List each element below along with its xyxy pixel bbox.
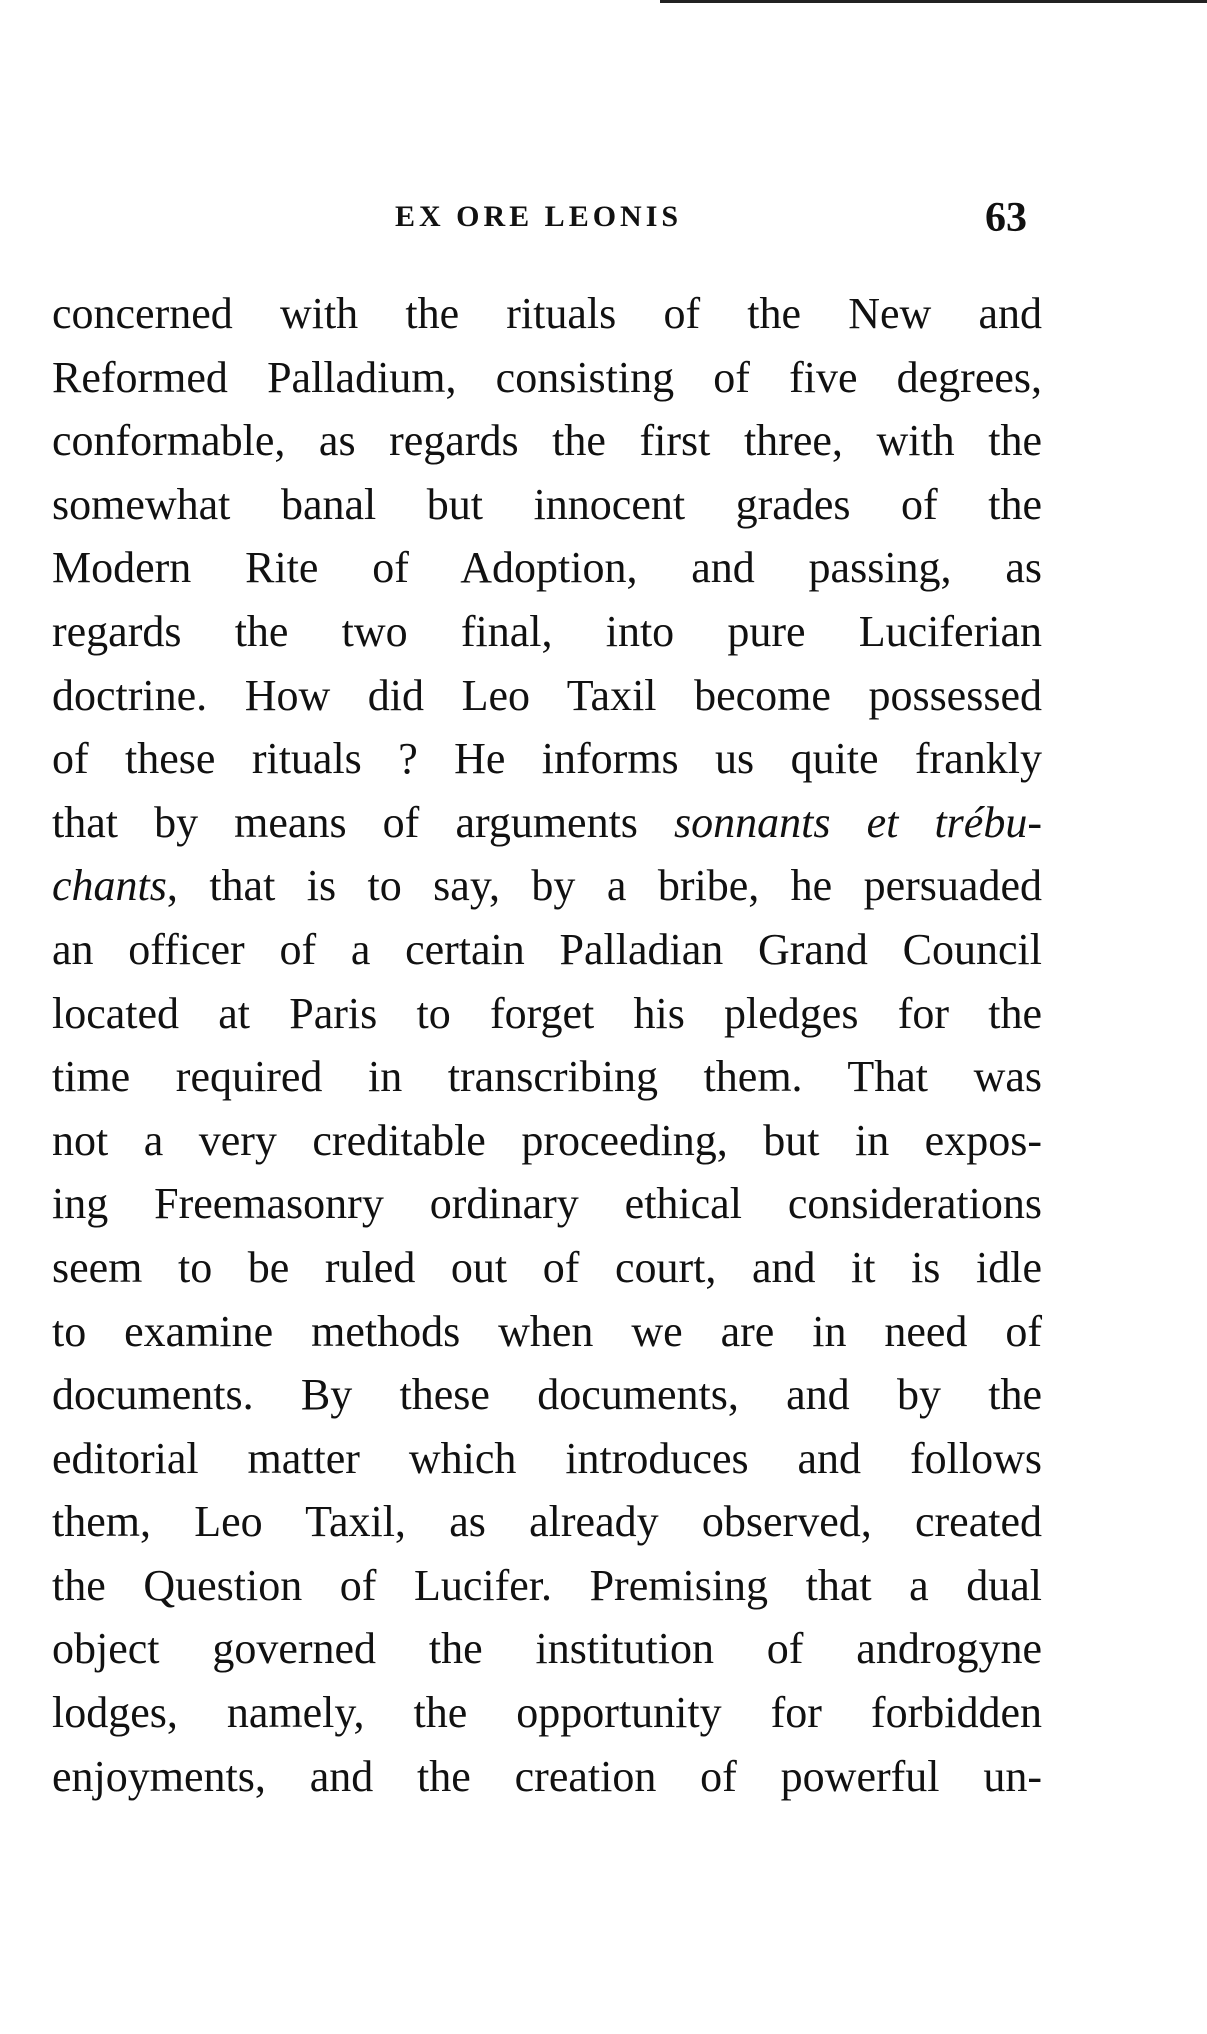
text-line: doctrine. How did Leo Taxil become possessed [52,670,1042,720]
body-text [52,282,1042,1808]
running-head [0,195,1207,244]
text-line: seem to be ruled out of court, and it is idle [52,1242,1042,1292]
text-line: somewhat banal but innocent grades of the [52,479,1042,529]
text-line: conformable, as regards the first three, with the [52,416,1042,466]
text-line: enjoyments, and the creation of powerful un- [52,1751,1042,1801]
text-line: documents. By these documents, and by the [52,1370,1042,1420]
italic-phrase: chants [52,861,167,911]
running-title: EX ORE LEONIS [395,200,683,233]
text-line: an officer of a certain Palladian Grand Council [52,924,1042,974]
page-number: 63 [985,195,1027,241]
text-line: lodges, namely, the opportunity for forbidden [52,1688,1042,1738]
text-line: editorial matter which introduces and follows [52,1433,1042,1483]
text-line: located at Paris to forget his pledges for the [52,988,1042,1038]
text-line: not a very creditable proceeding, but in expos- [52,1115,1042,1165]
text-line: ing Freemasonry ordinary ethical considerations [52,1179,1042,1229]
text-line: the Question of Lucifer. Premising that a dual [52,1560,1042,1610]
top-rule [660,0,1207,3]
text-segment: , that is to say, by a bribe, he persuaded [166,861,1042,911]
text-line [52,791,1042,855]
text-line [52,854,1042,918]
text-line: time required in transcribing them. That was [52,1052,1042,1102]
text-line: Modern Rite of Adoption, and passing, as [52,543,1042,593]
text-line: of these rituals ? He informs us quite frankly [52,734,1042,784]
italic-phrase: sonnants et trébu- [674,797,1042,847]
text-line: them, Leo Taxil, as already observed, created [52,1497,1042,1547]
text-line: object governed the institution of androgyne [52,1624,1042,1674]
text-line: to examine methods when we are in need of [52,1306,1042,1356]
text-segment: that by means of arguments [52,797,675,847]
text-line: Reformed Palladium, consisting of five degrees, [52,352,1042,402]
text-line: concerned with the rituals of the New and [52,289,1042,338]
text-line: regards the two final, into pure Luciferian [52,606,1042,656]
